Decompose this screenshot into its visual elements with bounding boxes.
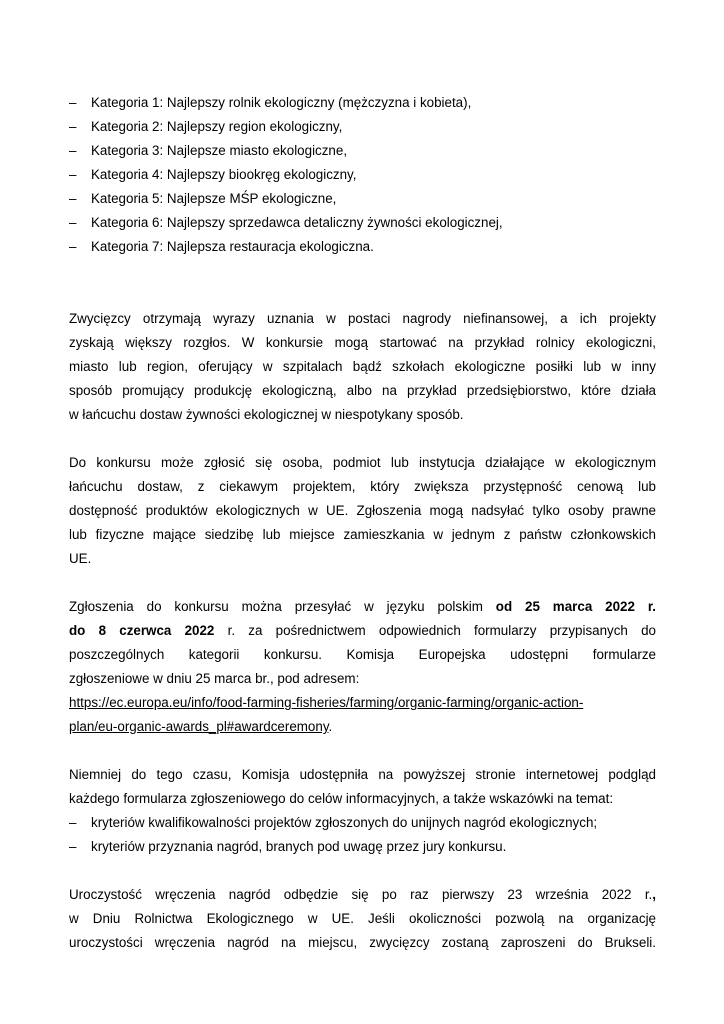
- text-line: poszczególnych kategorii konkursu. Komisja Europejska udostępni formularze: [69, 647, 656, 662]
- spacer: [69, 259, 656, 283]
- list-item: [69, 187, 656, 211]
- text-line[interactable]: [69, 715, 656, 739]
- category-text: Kategoria 5: Najlepsze MŚP ekologiczne,: [91, 191, 337, 206]
- list-item: [69, 91, 656, 115]
- list-item: [69, 811, 656, 835]
- list-item: [69, 139, 656, 163]
- text-run: .: [328, 719, 333, 734]
- awards-link-part-1[interactable]: https://ec.europa.eu/info/food-farming-fisheries/farming/organic-farming/organic-action-: [69, 695, 584, 710]
- dash-bullet: –: [69, 167, 77, 182]
- criteria-list: [69, 811, 656, 859]
- awards-link-part-2[interactable]: plan/eu-organic-awards_pl#awardceremony: [69, 719, 329, 734]
- list-item: [69, 235, 656, 259]
- text-line: w Dniu Rolnictwa Ekologicznego w UE. Jeśli okoliczności pozwolą na organizację: [69, 911, 656, 926]
- spacer: [69, 283, 656, 307]
- text-line: każdego formularza zgłoszeniowego do celów informacyjnych, a także wskazówki na temat:: [69, 791, 614, 806]
- text-run: Zgłoszenia do konkursu można przesyłać w języku polskim: [69, 599, 496, 614]
- bold-date-end: do 8 czerwca 2022: [69, 623, 215, 638]
- category-text: Kategoria 2: Najlepszy region ekologiczny,: [91, 119, 343, 134]
- criteria-text: kryteriów przyznania nagród, branych pod uwagę przez jury konkursu.: [91, 839, 507, 854]
- text-line: sposób promujący produkcję ekologiczną, albo na przykład przedsiębiorstwo, które działa: [69, 383, 656, 398]
- category-text: Kategoria 3: Najlepsze miasto ekologiczne,: [91, 143, 348, 158]
- text-line: [69, 619, 656, 643]
- text-line: [69, 883, 656, 907]
- text-line[interactable]: [69, 691, 656, 715]
- text-line: UE.: [69, 551, 92, 566]
- text-line: Zwycięzcy otrzymają wyrazy uznania w postaci nagrody niefinansowej, a ich projekty: [69, 311, 656, 326]
- dash-bullet: –: [69, 215, 77, 230]
- spacer: [69, 427, 656, 451]
- text-line: Niemniej do tego czasu, Komisja udostępniła na powyższej stronie internetowej podgląd: [69, 767, 656, 782]
- dash-bullet: –: [69, 95, 77, 110]
- category-text: Kategoria 7: Najlepsza restauracja ekologiczna.: [91, 239, 374, 254]
- text-line: Do konkursu może zgłosić się osoba, podmiot lub instytucja działające w ekologicznym: [69, 455, 656, 470]
- text-line: miasto lub region, oferujący w szpitalach bądź szkołach ekologiczne posiłki lub w inny: [69, 359, 656, 374]
- dash-bullet: –: [69, 239, 77, 254]
- paragraph-winners: [69, 307, 656, 427]
- text-line: dostępność produktów ekologicznych w UE. Zgłoszenia mogą nadsyłać tylko osoby prawne: [69, 503, 656, 518]
- dash-bullet: –: [69, 143, 77, 158]
- text-line: lub fizyczne mające siedzibę lub miejsce zamieszkania w jednym z państw członkowskich: [69, 527, 656, 542]
- spacer: [69, 859, 656, 883]
- bold-comma: ,: [652, 887, 656, 902]
- document-content: [69, 91, 656, 955]
- text-line: uroczystości wręczenia nagród na miejscu, zwycięzcy zostaną zaproszeni do Brukseli.: [69, 935, 656, 950]
- text-run: r. za pośrednictwem odpowiednich formularzy przypisanych do: [214, 623, 656, 638]
- bold-date-start: od 25 marca 2022 r.: [495, 599, 657, 614]
- list-item: [69, 163, 656, 187]
- criteria-text: kryteriów kwalifikowalności projektów zgłoszonych do unijnych nagród ekologicznych;: [91, 815, 598, 830]
- list-item: [69, 211, 656, 235]
- dash-bullet: –: [69, 839, 77, 854]
- dash-bullet: –: [69, 119, 77, 134]
- text-line: [69, 595, 656, 619]
- category-text: Kategoria 1: Najlepszy rolnik ekologiczny (mężczyzna i kobieta),: [91, 95, 472, 110]
- text-line: zgłoszeniowe w dniu 25 marca br., pod adresem:: [69, 671, 360, 686]
- list-item: [69, 835, 656, 859]
- paragraph-ceremony: [69, 883, 656, 955]
- list-item: [69, 115, 656, 139]
- dash-bullet: –: [69, 191, 77, 206]
- text-line: zyskają większy rozgłos. W konkursie mogą startować na przykład rolnicy ekologiczni,: [69, 335, 656, 350]
- spacer: [69, 571, 656, 595]
- text-run: Uroczystość wręczenia nagród odbędzie się po raz pierwszy 23 września 2022 r.: [69, 887, 653, 902]
- paragraph-preview: [69, 763, 656, 811]
- paragraph-eligibility: [69, 451, 656, 571]
- paragraph-submissions: [69, 595, 656, 739]
- category-text: Kategoria 6: Najlepszy sprzedawca detaliczny żywności ekologicznej,: [91, 215, 503, 230]
- text-line: w łańcuchu dostaw żywności ekologicznej w niespotykany sposób.: [69, 407, 464, 422]
- spacer: [69, 739, 656, 763]
- text-line: łańcuchu dostaw, z ciekawym projektem, który zwiększa przystępność cenową lub: [69, 479, 656, 494]
- category-list: [69, 91, 656, 259]
- dash-bullet: –: [69, 815, 77, 830]
- category-text: Kategoria 4: Najlepszy biookręg ekologiczny,: [91, 167, 357, 182]
